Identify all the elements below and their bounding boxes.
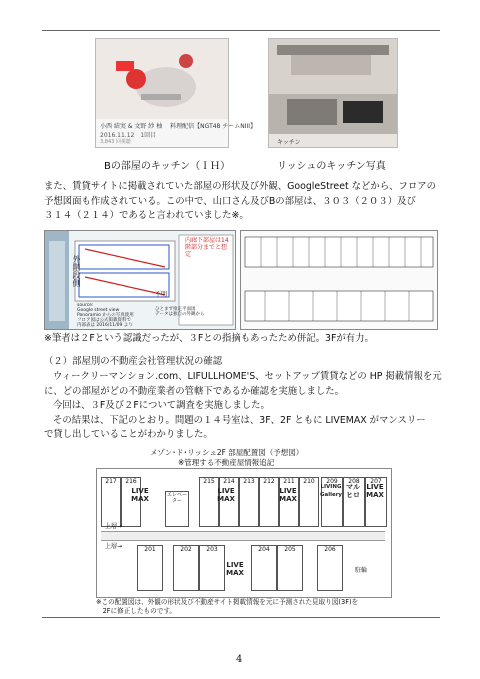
- left-caption: Bの部屋のキッチン（ＩＨ）: [104, 161, 231, 172]
- plan-subtitle: ※管理する不動産屋情報追記: [178, 458, 275, 467]
- page-number: 4: [236, 654, 243, 665]
- elevator: エレベーター: [165, 491, 189, 527]
- source-line-4: フロア図は公式掲載資料で: [77, 318, 131, 323]
- label-livemax-214: LIVE MAX: [217, 487, 235, 503]
- room-215: 215: [203, 478, 215, 485]
- side-label-upper-1: 上層→: [105, 523, 123, 530]
- overlay-line-4: 3,843 回視聴: [100, 139, 131, 145]
- room-204: 204: [258, 546, 270, 553]
- room-216: 216: [125, 478, 137, 485]
- exterior-floor-figure: [44, 230, 236, 330]
- label-livemax-216: LIVE MAX: [131, 487, 149, 503]
- room-202: 202: [180, 546, 192, 553]
- para1-line-3: ３１４（２１４）であると言われていました※。: [44, 210, 249, 221]
- note-1: ※筆者は２Fという認識だったが、３Fとの指摘もあったため併記。3Fが有力。: [44, 333, 374, 344]
- rissh-kitchen-photo: [268, 38, 398, 148]
- credit-line-2: データは独自の外観から: [155, 312, 205, 317]
- para2-line-5: で貸し出していることがわかりました。: [44, 429, 213, 440]
- right-overlay: キッチン: [277, 139, 301, 146]
- room-217: 217: [105, 478, 117, 485]
- label-livemax-207: LIVE MAX: [366, 483, 384, 499]
- overlay-line-3: 2016.11.12 1回目: [100, 132, 157, 139]
- room-206: 206: [324, 546, 336, 553]
- right-caption: リッシュのキッチン写真: [277, 161, 386, 172]
- room-201: 201: [144, 546, 156, 553]
- unknown-label: 不明: [155, 291, 168, 298]
- source-line-1: source:: [77, 303, 94, 308]
- room-211: 211: [283, 478, 295, 485]
- room-210: 210: [303, 478, 315, 485]
- label-livemax-211: LIVE MAX: [279, 487, 297, 503]
- bottom-rule: [42, 617, 440, 618]
- side-label-upper-2: 上層→: [105, 543, 123, 550]
- room-209: 209: [326, 478, 338, 485]
- floor-plan-2f: [96, 468, 392, 598]
- credit-line-1: ひとまず推定平面図: [155, 307, 196, 312]
- room-208: 208: [348, 478, 360, 485]
- paragraph-1: [44, 180, 444, 224]
- label-maruhiro: マル ヒロ: [346, 483, 360, 499]
- para2-line-3: 今回は、３F及び２Fについて調査を実施しました。: [53, 400, 270, 411]
- room-213: 213: [243, 478, 255, 485]
- source-line-2: Google street view: [77, 308, 120, 313]
- floor-grid-figure: [240, 230, 438, 330]
- label-living-gallery: LIVING Gallery: [319, 484, 343, 498]
- label-livemax-203: LIVE MAX: [226, 561, 244, 577]
- room-205: 205: [284, 546, 296, 553]
- side-label-bike: 駐輪: [355, 567, 368, 574]
- floor-grid-drawing: [241, 231, 437, 329]
- para2-line-1: ウィークリーマンション.com、LIFULLHOME'S、セットアップ賃貸などの HP 掲載情報を元: [53, 371, 442, 382]
- room-203: 203: [206, 546, 218, 553]
- corridor: [101, 531, 385, 541]
- section-title: （２）部屋別の不動産会社管理状況の確認: [44, 356, 223, 367]
- para1-line-1: また、賃貸サイトに掲載されていた部屋の形状及び外観、GoogleStreet などから、フロアの: [44, 181, 436, 192]
- source-line-5: 内部表は 2016/11/09 より: [77, 323, 133, 328]
- room-207: 207: [370, 478, 382, 485]
- top-rule: [42, 30, 440, 31]
- plan-footnote-line-2: 2Fに修正したものです。: [96, 607, 176, 615]
- room-214: 214: [223, 478, 235, 485]
- para2-line-4: その結果は、下記のとおり。問題の１４号室は、3F、2F ともに LIVEMAX がマンスリー: [53, 414, 426, 426]
- room-212: 212: [263, 478, 275, 485]
- source-line-3: Panoramio からの写真使用: [77, 313, 134, 318]
- outer-stairs-label: 外階段側: [72, 255, 81, 287]
- overlay-line-2: 料理配信【NGT48 チームNIII】: [170, 123, 257, 130]
- para1-line-2: 予想図面も作成されている。この中で、山口さん及びBの部屋は、３０３（２０３）及び: [44, 195, 416, 207]
- side-note: 内廊下部屋は14階部分までと想定: [185, 237, 229, 258]
- plan-footnote-line-1: ※この配置図は、外観の形状及び不動産サイト掲載情報を元に予測された見取り図(3F)を: [96, 598, 359, 606]
- para2-line-2: に、どの部屋がどの不動産業者の管轄下であるか確認を実施しました。: [44, 385, 345, 397]
- source-block: [77, 303, 134, 328]
- paragraph-2: [44, 370, 444, 443]
- kitchen-b-photo: [95, 38, 257, 148]
- credit-block: [155, 307, 205, 317]
- overlay-line-1: 小西 結実 & 文野 紗 柚: [100, 123, 163, 130]
- rissh-kitchen-image: [269, 39, 397, 147]
- plan-title: メゾン･ド･リッシュ2F 部屋配置図（予想図）: [150, 448, 304, 457]
- plan-footnote: [96, 598, 358, 616]
